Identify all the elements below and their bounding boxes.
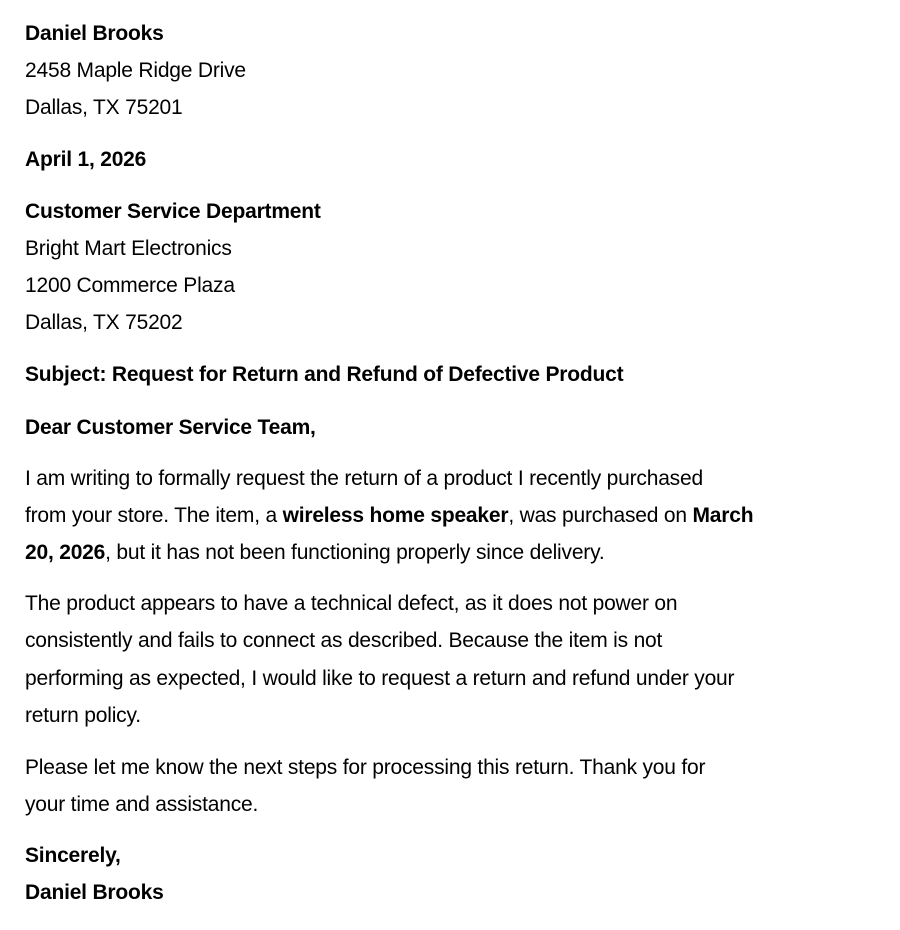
salutation: Dear Customer Service Team, (25, 416, 316, 439)
paragraph-2-line-4: return policy. (25, 704, 141, 727)
letter-date: April 1, 2026 (25, 148, 147, 171)
sender-address-line1: 2458 Maple Ridge Drive (25, 59, 246, 82)
product-name-emphasis: wireless home speaker (282, 504, 509, 527)
paragraph-3-line-2: your time and assistance. (25, 793, 259, 816)
recipient-address-line2: Dallas, TX 75202 (25, 311, 183, 334)
paragraph-1-line-1: I am writing to formally request the return of a product I recently purchased (25, 467, 703, 490)
paragraph-1-line-2 (25, 503, 753, 529)
paragraph-3-line-1: Please let me know the next steps for processing this return. Thank you for (25, 756, 706, 779)
paragraph-2-line-3: performing as expected, I would like to request a return and refund under your (25, 667, 735, 690)
sender-address-line2: Dallas, TX 75201 (25, 96, 183, 119)
closing: Sincerely, (25, 844, 121, 867)
recipient-company: Bright Mart Electronics (25, 237, 232, 260)
purchase-date-emphasis-part1: March (692, 504, 754, 527)
recipient-address-line1: 1200 Commerce Plaza (25, 274, 235, 297)
text-run: , but it has not been functioning properly since delivery. (105, 541, 605, 564)
paragraph-2-line-1: The product appears to have a technical defect, as it does not power on (25, 592, 678, 615)
text-run: , was purchased on (508, 504, 693, 527)
paragraph-1-line-3 (25, 540, 604, 566)
sender-name: Daniel Brooks (25, 22, 164, 45)
purchase-date-emphasis-part2: 20, 2026 (25, 541, 106, 564)
text-run: from your store. The item, a (25, 504, 283, 527)
signature: Daniel Brooks (25, 881, 164, 904)
subject-line: Subject: Request for Return and Refund of Defective Product (25, 363, 624, 386)
paragraph-2-line-2: consistently and fails to connect as described. Because the item is not (25, 629, 663, 652)
recipient-department: Customer Service Department (25, 200, 321, 223)
